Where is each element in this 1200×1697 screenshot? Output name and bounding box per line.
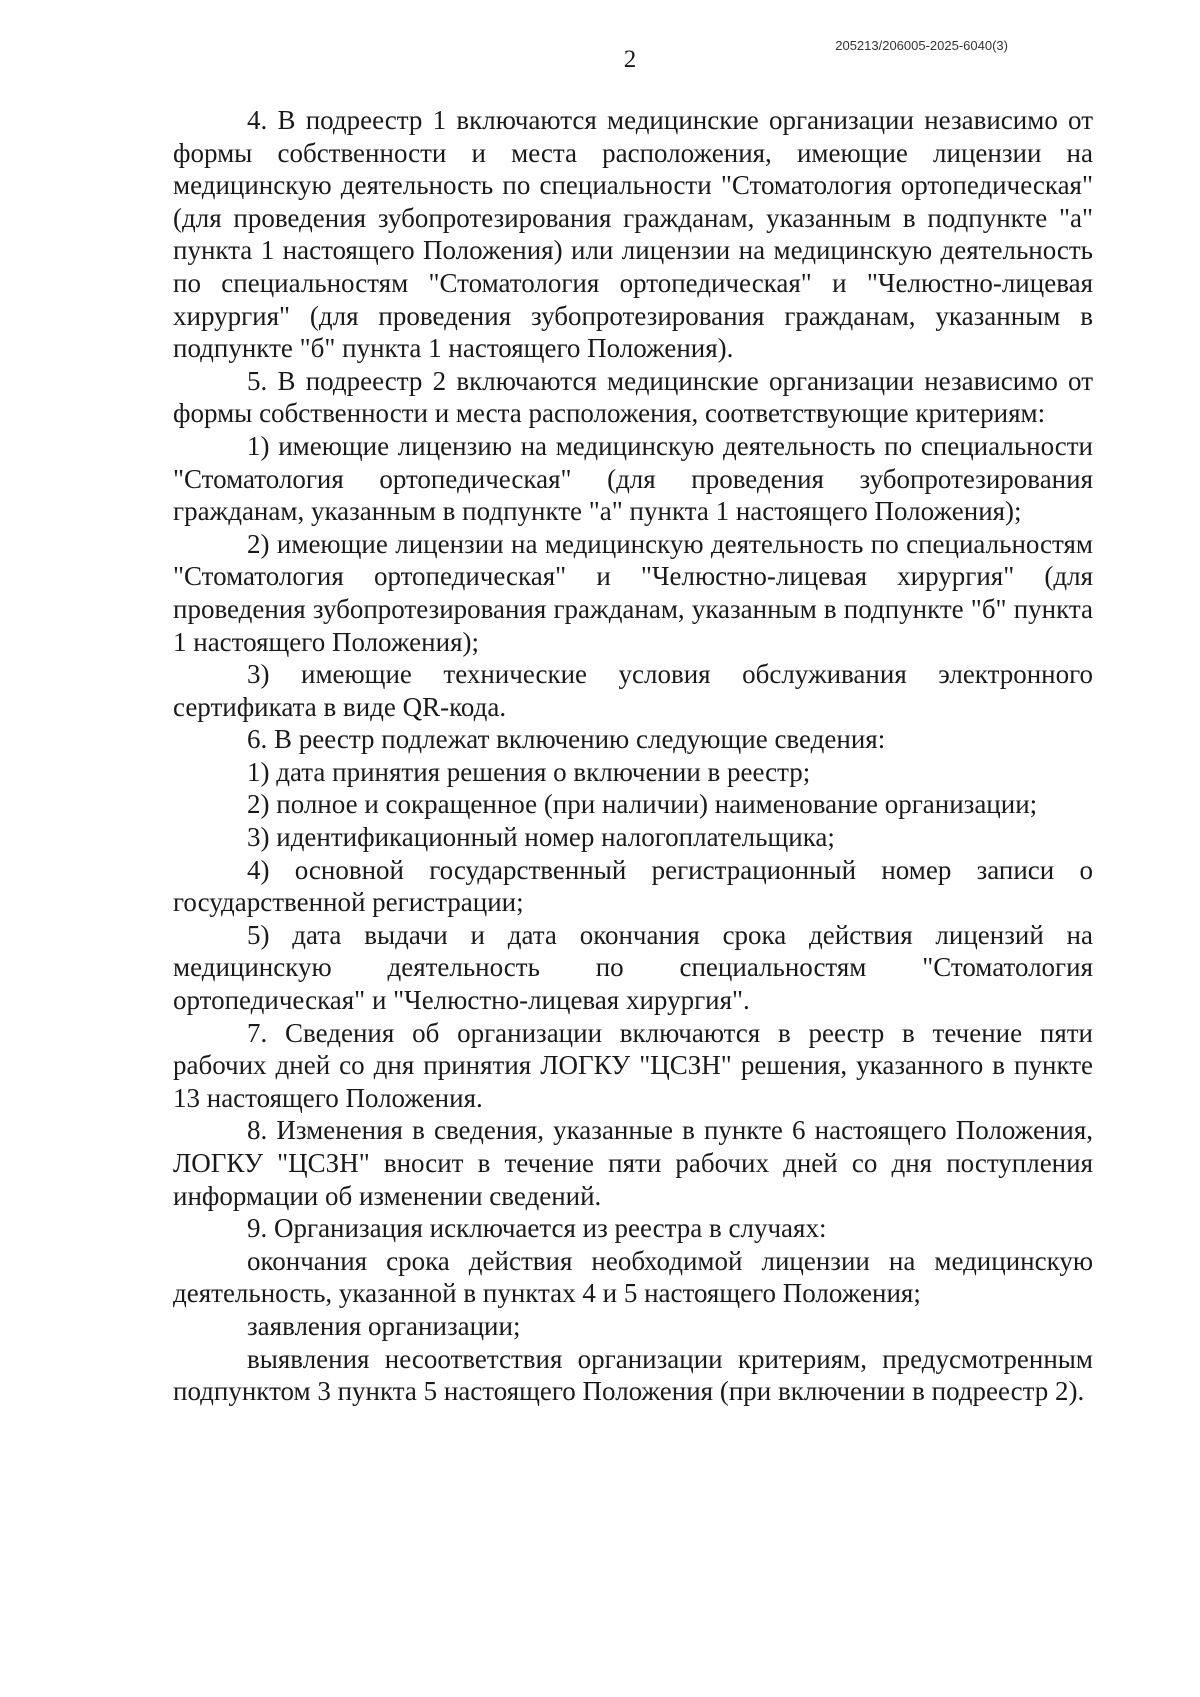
paragraph-7: 7. Сведения об организации включаются в реестр в течение пяти рабочих дней со дня принятия ЛОГКУ "ЦСЗН" решения, указанного в пункте 13 настоящего Положения. — [173, 1017, 1093, 1113]
paragraph-6: 6. В реестр подлежат включению следующие сведения: — [247, 724, 886, 755]
page-number: 2 — [623, 46, 637, 73]
paragraph-6-item-2: 2) полное и сокращенное (при наличии) наименование организации; — [247, 789, 1038, 820]
paragraph-9-case-1: окончания срока действия необходимой лицензии на медицинскую деятельность, указанной в пунктах 4 и 5 настоящего Положения; — [173, 1245, 1093, 1309]
paragraph-4: 4. В подреестр 1 включаются медицинские организации независимо от формы собственности и места расположения, имеющие лицензии на медицинскую деятельность по специальности "Стоматология ортопедическая" (для проведения зубопротезирования гражданам, указанным в подпункте "а" пункта 1 настоящего Положения) или лицензии на медицинскую деятельность по специальностям "Стоматология ортопедическая" и "Челюстно-лицевая хирургия" (для проведения зубопротезирования гражданам, указанным в подпункте "б" пункта 1 настоящего Положения). — [173, 105, 1093, 364]
paragraph-9-case-3: выявления несоответствия организации критериям, предусмотренным подпунктом 3 пункта 5 настоящего Положения (при включении в подреестр 2). — [173, 1343, 1093, 1407]
paragraph-6-item-4: 4) основной государственный регистрационный номер записи о государственной регистрации; — [173, 854, 1093, 918]
paragraph-5: 5. В подреестр 2 включаются медицинские организации независимо от формы собственности и места расположения, соответствующие критериям: — [173, 365, 1093, 429]
paragraph-6-item-3: 3) идентификационный номер налогоплательщика; — [247, 822, 835, 853]
paragraph-9: 9. Организация исключается из реестра в случаях: — [247, 1213, 827, 1244]
paragraph-5-item-2: 2) имеющие лицензии на медицинскую деятельность по специальностям "Стоматология ортопедическая" и "Челюстно-лицевая хирургия" (для проведения зубопротезирования гражданам, указанным в подпункте "б" пункта 1 настоящего Положения); — [173, 528, 1093, 657]
paragraph-6-item-5: 5) дата выдачи и дата окончания срока действия лицензий на медицинскую деятельность по специальностям "Стоматология ортопедическая" и "Челюстно-лицевая хирургия". — [173, 919, 1093, 1016]
paragraph-8: 8. Изменения в сведения, указанные в пункте 6 настоящего Положения, ЛОГКУ "ЦСЗН" вносит в течение пяти рабочих дней со дня поступления информации об изменении сведений. — [173, 1115, 1093, 1211]
paragraph-9-case-2: заявления организации; — [247, 1310, 521, 1341]
paragraph-5-item-1: 1) имеющие лицензию на медицинскую деятельность по специальности "Стоматология ортопедическая" (для проведения зубопротезирования гражданам, указанным в подпункте "а" пункта 1 настоящего Положения); — [173, 430, 1093, 527]
document-body — [173, 104, 1093, 1408]
paragraph-5-item-3: 3) имеющие технические условия обслуживания электронного сертификата в виде QR-кода. — [173, 659, 1093, 722]
document-id: 205213/206005-2025-6040(3) — [835, 38, 1008, 53]
paragraph-6-item-1: 1) дата принятия решения о включении в реестр; — [247, 756, 811, 787]
